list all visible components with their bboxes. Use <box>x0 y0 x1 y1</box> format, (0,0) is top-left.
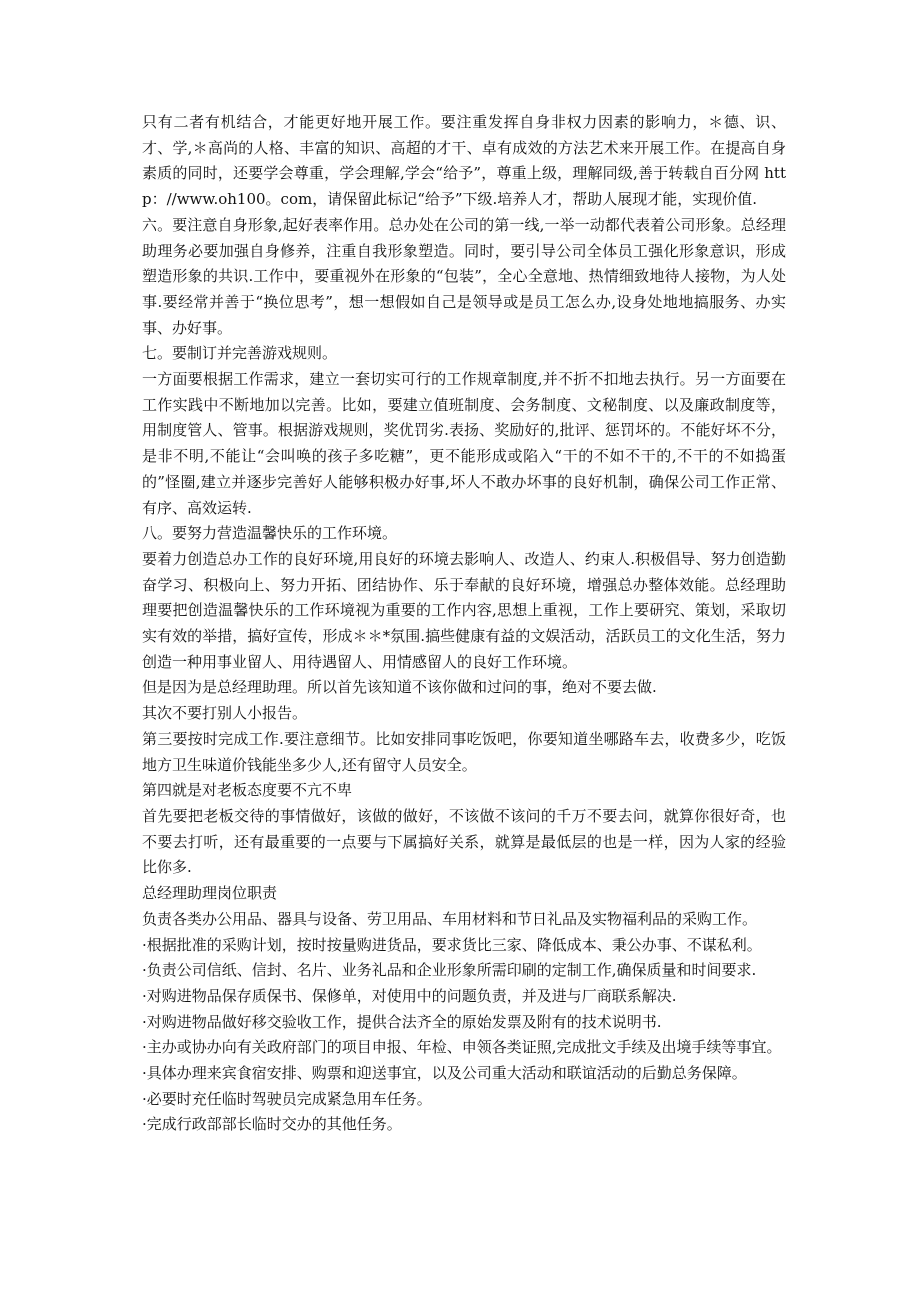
duty-item: ·负责公司信纸、信封、名片、业务礼品和企业形象所需印刷的定制工作,确保质量和时间要求. <box>142 961 757 980</box>
duty-item: ·具体办理来宾食宿安排、购票和迎送事宜，以及公司重大活动和联谊活动的后勤总务保障。 <box>142 1064 747 1083</box>
paragraph-intro: 只有二者有机结合，才能更好地开展工作。要注重发挥自身非权力因素的影响力，＊德、识、才、学,＊高尚的人格、丰富的知识、高超的才干、卓有成效的方法艺术来开展工作。在提高自身素质的同时，还要学会尊重，学会理解,学会“给予”，尊重上级，理解同级,善于转载自百分网 http：//www.oh100。com，请保留此标记“给予”下级.培养人才，帮助人展现才能，实现价值. <box>142 113 786 209</box>
heading-duties: 总经理助理岗位职责 <box>142 884 278 903</box>
paragraph-second: 其次不要打别人小报告。 <box>142 704 308 723</box>
duty-item: ·根据批准的采购计划，按时按量购进货品，要求货比三家、降低成本、秉公办事、不谋私利。 <box>142 935 762 954</box>
paragraph-first: 但是因为是总经理助理。所以首先该知道不该你做和过问的事，绝对不要去做. <box>142 678 657 697</box>
paragraph-section-7: 一方面要根据工作需求，建立一套切实可行的工作规章制度,并不折不扣地去执行。另一方面要在工作实践中不断地加以完善。比如，要建立值班制度、会务制度、文秘制度、以及廉政制度等，用制度管人、管事。根据游戏规则，奖优罚劣.表扬、奖励好的,批评、惩罚坏的。不能好坏不分，是非不明,不能让“会叫唤的孩子多吃糖”，更不能形成或陷入“干的不如不干的,不干的不如捣蛋的”怪圈,建立并逐步完善好人能够积极办好事,坏人不敢办坏事的良好机制，确保公司工作正常、有序、高效运转. <box>142 370 786 517</box>
paragraph-section-8: 要着力创造总办工作的良好环境,用良好的环境去影响人、改造人、约束人.积极倡导、努力创造勤奋学习、积极向上、努力开拓、团结协作、乐于奉献的良好环境，增强总办整体效能。总经理助理要把创造温馨快乐的工作环境视为重要的工作内容,思想上重视，工作上要研究、策划，采取切实有效的举措，搞好宣传，形成＊＊*氛围.搞些健康有益的文娱活动，活跃员工的文化生活，努力创造一种用事业留人、用待遇留人、用情感留人的良好工作环境。 <box>142 549 786 671</box>
duty-item: ·对购进物品保存质保书、保修单，对使用中的问题负责，并及进与厂商联系解决. <box>142 986 677 1005</box>
duty-item: ·完成行政部部长临时交办的其他任务。 <box>142 1115 402 1134</box>
paragraph-third: 第三要按时完成工作.要注意细节。比如安排同事吃饭吧，你要知道坐哪路车去，收费多少，吃饭地方卫生味道价钱能坐多少人,还有留守人员安全。 <box>142 729 786 774</box>
document-body <box>142 110 786 1138</box>
paragraph-section-6: 六。要注意自身形象,起好表率作用。总办处在公司的第一线,一举一动都代表着公司形象。总经理助理务必要加强自身修养，注重自我形象塑造。同时，要引导公司全体员工强化形象意识，形成塑造形象的共识.工作中，要重视外在形象的“包装”，全心全意地、热情细致地待人接物，为人处事.要经常并善于“换位思考”，想一想假如自己是领导或是员工怎么办,设身处地地搞服务、办实事、办好事。 <box>142 215 786 337</box>
duty-item: ·对购进物品做好移交验收工作，提供合法齐全的原始发票及附有的技术说明书. <box>142 1012 662 1031</box>
duty-item: ·必要时充任临时驾驶员完成紧急用车任务。 <box>142 1089 432 1108</box>
duty-item: 负责各类办公用品、器具与设备、劳卫用品、车用材料和节日礼品及实物福利品的采购工作。 <box>142 909 758 928</box>
heading-section-7: 七。要制订并完善游戏规则。 <box>142 344 338 363</box>
paragraph-fourth: 首先要把老板交待的事情做好，该做的做好，不该做不该问的千万不要去问，就算你很好奇，也不要去打听，还有最重要的一点要与下属搞好关系，就算是最低层的也是一样，因为人家的经验比你多. <box>142 806 786 877</box>
paragraph-fourth-heading: 第四就是对老板态度要不亢不卑 <box>142 781 353 800</box>
duty-item: ·主办或协办向有关政府部门的项目申报、年检、申领各类证照,完成批文手续及出境手续等事宜。 <box>142 1038 782 1057</box>
heading-section-8: 八。要努力营造温馨快乐的工作环境。 <box>142 524 398 543</box>
